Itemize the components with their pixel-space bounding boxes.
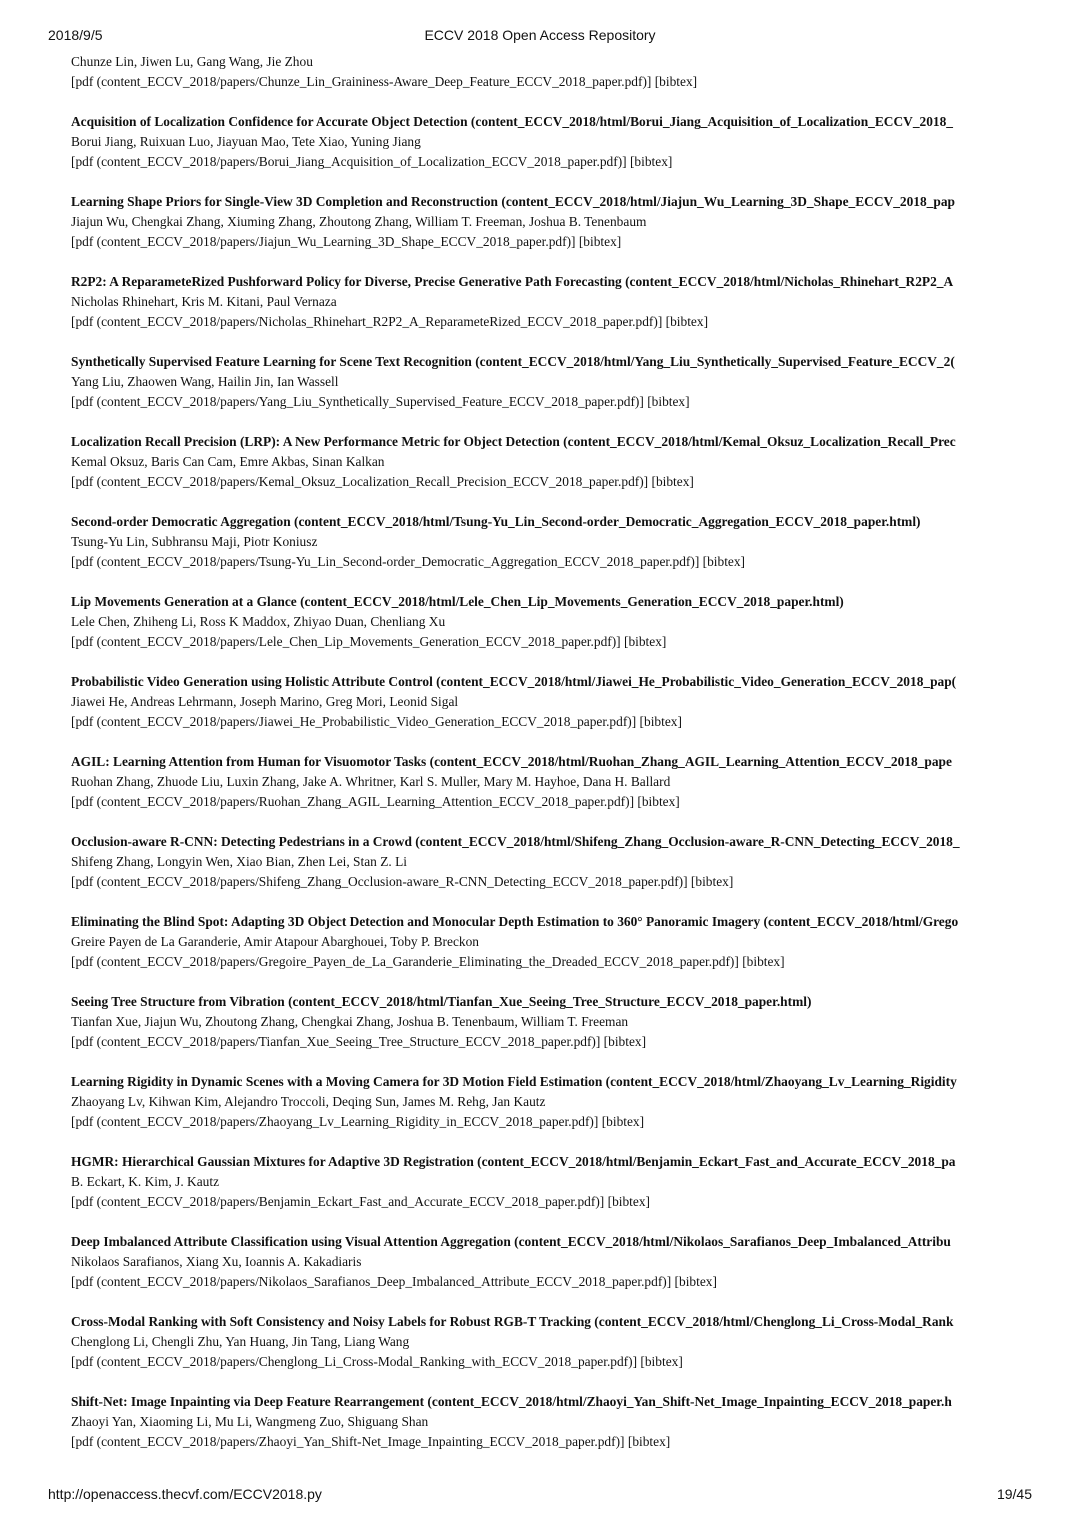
paper-authors: Tianfan Xue, Jiajun Wu, Zhoutong Zhang, Chengkai Zhang, Joshua B. Tenenbaum, William T. Freeman (71, 1014, 629, 1029)
paper-title-link[interactable]: AGIL: Learning Attention from Human for Visuomotor Tasks (content_ECCV_2018/html/Ruohan_Zhang_AGIL_Learning_Attention_ECCV_2018_pape (71, 754, 952, 769)
paper-authors: Nicholas Rhinehart, Kris M. Kitani, Paul Vernaza (71, 294, 337, 309)
paper-authors: Zhaoyi Yan, Xiaoming Li, Mu Li, Wangmeng Zuo, Shiguang Shan (71, 1414, 429, 1429)
paper-title-link[interactable]: Occlusion-aware R-CNN: Detecting Pedestrians in a Crowd (content_ECCV_2018/html/Shifeng_Zhang_Occlusion-aware_R-CNN_Detecting_ECCV_2018_ (71, 834, 960, 849)
paper-pdf-link[interactable]: [pdf (content_ECCV_2018/papers/Jiajun_Wu_Learning_3D_Shape_ECCV_2018_paper.pdf)] [bibtex] (71, 234, 622, 249)
paper-entry (71, 512, 1032, 572)
paper-authors: Shifeng Zhang, Longyin Wen, Xiao Bian, Zhen Lei, Stan Z. Li (71, 854, 407, 869)
paper-authors: Chunze Lin, Jiwen Lu, Gang Wang, Jie Zhou (71, 54, 313, 69)
paper-pdf-link[interactable]: [pdf (content_ECCV_2018/papers/Lele_Chen_Lip_Movements_Generation_ECCV_2018_paper.pdf)] [bibtex] (71, 634, 667, 649)
paper-authors: Yang Liu, Zhaowen Wang, Hailin Jin, Ian Wassell (71, 374, 339, 389)
paper-entry (71, 1392, 1032, 1452)
paper-entry (71, 1232, 1032, 1292)
paper-entry (71, 672, 1032, 732)
papers-container (71, 112, 1032, 1452)
paper-title-link[interactable]: Eliminating the Blind Spot: Adapting 3D Object Detection and Monocular Depth Estimation to 360° Panoramic Imagery (content_ECCV_2018/html/Grego (71, 914, 959, 929)
paper-title-link[interactable]: Seeing Tree Structure from Vibration (content_ECCV_2018/html/Tianfan_Xue_Seeing_Tree_Structure_ECCV_2018_paper.html) (71, 994, 812, 1009)
paper-title-link[interactable]: Cross-Modal Ranking with Soft Consistency and Noisy Labels for Robust RGB-T Tracking (content_ECCV_2018/html/Chenglong_Li_Cross-Modal_Rank (71, 1314, 954, 1329)
page-number: 19/45 (996, 1486, 1032, 1502)
paper-pdf-link[interactable]: [pdf (content_ECCV_2018/papers/Gregoire_Payen_de_La_Garanderie_Eliminating_the_Dreaded_ECCV_2018_paper.pdf)] [bibtex] (71, 954, 785, 969)
print-header (48, 27, 1032, 47)
paper-pdf-link[interactable]: [pdf (content_ECCV_2018/papers/Tianfan_Xue_Seeing_Tree_Structure_ECCV_2018_paper.pdf)] [bibtex] (71, 1034, 647, 1049)
paper-pdf-link[interactable]: [pdf (content_ECCV_2018/papers/Jiawei_He_Probabilistic_Video_Generation_ECCV_2018_paper.pdf)] [bibtex] (71, 714, 682, 729)
paper-authors: Greire Payen de La Garanderie, Amir Atapour Abarghouei, Toby P. Breckon (71, 934, 479, 949)
paper-list (71, 52, 1032, 1472)
paper-title-link[interactable]: Probabilistic Video Generation using Holistic Attribute Control (content_ECCV_2018/html/Jiawei_He_Probabilistic_Video_Generation_ECCV_2018_pap( (71, 674, 957, 689)
paper-pdf-link[interactable]: [pdf (content_ECCV_2018/papers/Zhaoyang_Lv_Learning_Rigidity_in_ECCV_2018_paper.pdf)] [bibtex] (71, 1114, 645, 1129)
page-title: ECCV 2018 Open Access Repository (424, 27, 656, 43)
paper-pdf-link[interactable]: [pdf (content_ECCV_2018/papers/Yang_Liu_Synthetically_Supervised_Feature_ECCV_2018_paper.pdf)] [bibtex] (71, 394, 690, 409)
paper-authors: Kemal Oksuz, Baris Can Cam, Emre Akbas, Sinan Kalkan (71, 454, 385, 469)
paper-pdf-link[interactable]: [pdf (content_ECCV_2018/papers/Chunze_Lin_Graininess-Aware_Deep_Feature_ECCV_2018_paper.pdf)] [bibtex] (71, 74, 698, 89)
paper-pdf-link[interactable]: [pdf (content_ECCV_2018/papers/Shifeng_Zhang_Occlusion-aware_R-CNN_Detecting_ECCV_2018_paper.pdf)] [bibtex] (71, 874, 734, 889)
paper-pdf-link[interactable]: [pdf (content_ECCV_2018/papers/Ruohan_Zhang_AGIL_Learning_Attention_ECCV_2018_paper.pdf)] [bibtex] (71, 794, 680, 809)
paper-authors: Zhaoyang Lv, Kihwan Kim, Alejandro Troccoli, Deqing Sun, James M. Rehg, Jan Kautz (71, 1094, 546, 1109)
paper-title-link[interactable]: Learning Shape Priors for Single-View 3D Completion and Reconstruction (content_ECCV_2018/html/Jiajun_Wu_Learning_3D_Shape_ECCV_2018_pap (71, 194, 955, 209)
paper-entry (71, 112, 1032, 172)
paper-authors: Jiajun Wu, Chengkai Zhang, Xiuming Zhang, Zhoutong Zhang, William T. Freeman, Joshua B. Tenenbaum (71, 214, 647, 229)
paper-title-link[interactable]: Localization Recall Precision (LRP): A New Performance Metric for Object Detection (content_ECCV_2018/html/Kemal_Oksuz_Localization_Recall_Prec (71, 434, 956, 449)
print-url: http://openaccess.thecvf.com/ECCV2018.py (48, 1486, 322, 1502)
paper-pdf-link[interactable]: [pdf (content_ECCV_2018/papers/Nikolaos_Sarafianos_Deep_Imbalanced_Attribute_ECCV_2018_paper.pdf)] [bibtex] (71, 1274, 717, 1289)
paper-title-link[interactable]: Second-order Democratic Aggregation (content_ECCV_2018/html/Tsung-Yu_Lin_Second-order_Democratic_Aggregation_ECCV_2018_paper.html) (71, 514, 921, 529)
paper-entry (71, 1312, 1032, 1372)
paper-pdf-link[interactable]: [pdf (content_ECCV_2018/papers/Nicholas_Rhinehart_R2P2_A_ReparameteRized_ECCV_2018_paper.pdf)] [bibtex] (71, 314, 709, 329)
paper-pdf-link[interactable]: [pdf (content_ECCV_2018/papers/Kemal_Oksuz_Localization_Recall_Precision_ECCV_2018_paper.pdf)] [bibtex] (71, 474, 694, 489)
paper-title-link[interactable]: Acquisition of Localization Confidence for Accurate Object Detection (content_ECCV_2018/html/Borui_Jiang_Acquisition_of_Localization_ECCV_2018_ (71, 114, 953, 129)
paper-authors: Chenglong Li, Chengli Zhu, Yan Huang, Jin Tang, Liang Wang (71, 1334, 410, 1349)
paper-pdf-link[interactable]: [pdf (content_ECCV_2018/papers/Chenglong_Li_Cross-Modal_Ranking_with_ECCV_2018_paper.pdf)] [bibtex] (71, 1354, 683, 1369)
paper-entry (71, 832, 1032, 892)
paper-pdf-link[interactable]: [pdf (content_ECCV_2018/papers/Borui_Jiang_Acquisition_of_Localization_ECCV_2018_paper.pdf)] [bibtex] (71, 154, 673, 169)
print-date: 2018/9/5 (48, 27, 103, 43)
paper-authors: B. Eckart, K. Kim, J. Kautz (71, 1174, 220, 1189)
paper-title-link[interactable]: Lip Movements Generation at a Glance (content_ECCV_2018/html/Lele_Chen_Lip_Movements_Generation_ECCV_2018_paper.html) (71, 594, 844, 609)
paper-title-link[interactable]: Shift-Net: Image Inpainting via Deep Feature Rearrangement (content_ECCV_2018/html/Zhaoyi_Yan_Shift-Net_Image_Inpainting_ECCV_2018_paper.h (71, 1394, 952, 1409)
paper-title-link[interactable]: Deep Imbalanced Attribute Classification using Visual Attention Aggregation (content_ECCV_2018/html/Nikolaos_Sarafianos_Deep_Imbalanced_Attribu (71, 1234, 951, 1249)
paper-title-link[interactable]: Synthetically Supervised Feature Learning for Scene Text Recognition (content_ECCV_2018/html/Yang_Liu_Synthetically_Supervised_Feature_ECCV_2( (71, 354, 955, 369)
paper-authors: Jiawei He, Andreas Lehrmann, Joseph Marino, Greg Mori, Leonid Sigal (71, 694, 459, 709)
paper-entry (71, 752, 1032, 812)
paper-entry (71, 272, 1032, 332)
paper-entry (71, 352, 1032, 412)
paper-entry (71, 992, 1032, 1052)
paper-entry (71, 592, 1032, 652)
print-footer (48, 1486, 1032, 1506)
paper-authors: Ruohan Zhang, Zhuode Liu, Luxin Zhang, Jake A. Whritner, Karl S. Muller, Mary M. Hayhoe, Dana H. Ballard (71, 774, 671, 789)
paper-entry (71, 1152, 1032, 1212)
paper-pdf-link[interactable]: [pdf (content_ECCV_2018/papers/Benjamin_Eckart_Fast_and_Accurate_ECCV_2018_paper.pdf)] [bibtex] (71, 1194, 650, 1209)
paper-entry (71, 192, 1032, 252)
paper-authors: Borui Jiang, Ruixuan Luo, Jiayuan Mao, Tete Xiao, Yuning Jiang (71, 134, 421, 149)
paper-title-link[interactable]: R2P2: A ReparameteRized Pushforward Policy for Diverse, Precise Generative Path Forecasting (content_ECCV_2018/html/Nicholas_Rhinehart_R2P2_A (71, 274, 954, 289)
paper-entry (71, 432, 1032, 492)
paper-authors: Lele Chen, Zhiheng Li, Ross K Maddox, Zhiyao Duan, Chenliang Xu (71, 614, 446, 629)
paper-entry (71, 912, 1032, 972)
paper-pdf-link[interactable]: [pdf (content_ECCV_2018/papers/Tsung-Yu_Lin_Second-order_Democratic_Aggregation_ECCV_2018_paper.pdf)] [bibtex] (71, 554, 746, 569)
paper-authors: Tsung-Yu Lin, Subhransu Maji, Piotr Koniusz (71, 534, 318, 549)
paper-authors: Nikolaos Sarafianos, Xiang Xu, Ioannis A. Kakadiaris (71, 1254, 362, 1269)
paper-entry-partial (71, 52, 1032, 92)
paper-entry (71, 1072, 1032, 1132)
paper-title-link[interactable]: Learning Rigidity in Dynamic Scenes with a Moving Camera for 3D Motion Field Estimation (content_ECCV_2018/html/Zhaoyang_Lv_Learning_Rigidity (71, 1074, 957, 1089)
paper-title-link[interactable]: HGMR: Hierarchical Gaussian Mixtures for Adaptive 3D Registration (content_ECCV_2018/html/Benjamin_Eckart_Fast_and_Accurate_ECCV_2018_pa (71, 1154, 956, 1169)
paper-pdf-link[interactable]: [pdf (content_ECCV_2018/papers/Zhaoyi_Yan_Shift-Net_Image_Inpainting_ECCV_2018_paper.pdf)] [bibtex] (71, 1434, 671, 1449)
